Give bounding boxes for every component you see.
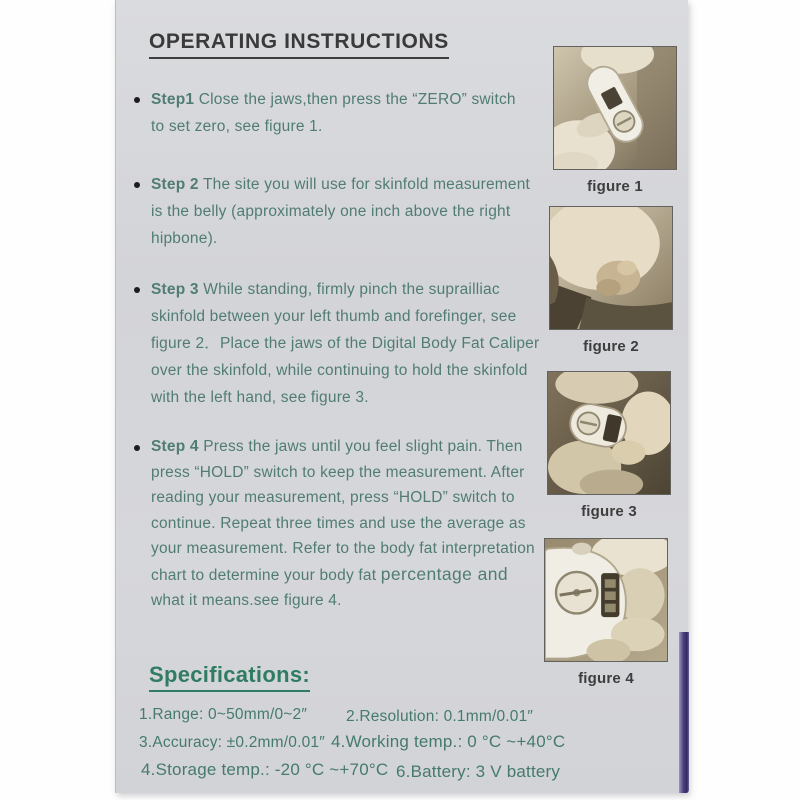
spec-storage-temp: 4.Storage temp.: -20 °C ~+70°C (141, 760, 389, 779)
step-3-label: Step 3 (151, 281, 199, 298)
step-2 (151, 171, 530, 252)
figure-1-photo-caliper-in-hand (553, 46, 677, 170)
step-3-line: over the skinfold, while continuing to hold the skinfold (151, 362, 528, 379)
figure-1-caption: figure 1 (587, 178, 643, 195)
step-4-line (151, 434, 535, 460)
manual-page (115, 0, 688, 793)
step-4-line (151, 562, 535, 589)
step-4-text: chart to determine your body fat (151, 566, 381, 584)
step-1-line (151, 86, 516, 113)
spec-battery: 6.Battery: 3 V battery (396, 762, 561, 781)
bullet-icon (134, 445, 140, 451)
step-4-line: continue. Repeat three times and use the average as (151, 514, 526, 532)
purple-binding-edge (679, 632, 689, 793)
page-title: OPERATING INSTRUCTIONS (149, 30, 449, 59)
figure-4-caption: figure 4 (578, 670, 634, 687)
bullet-icon (134, 182, 140, 188)
step-4-line: reading your measurement, press “HOLD” switch to (151, 489, 515, 506)
step-2-text: The site you will use for skinfold measurement (202, 176, 531, 193)
step-2-line: hipbone). (151, 230, 218, 247)
figure-3-caption: figure 3 (581, 503, 637, 520)
step-3 (151, 276, 539, 411)
step-4-label: Step 4 (151, 438, 199, 455)
bullet-icon (134, 287, 140, 293)
step-3-line: figure 2．Place the jaws of the Digital Body Fat Caliper (151, 335, 540, 352)
step-3-line: skinfold between your left thumb and forefinger, see (151, 308, 517, 325)
step-3-line (151, 276, 539, 303)
figure-4-photo-caliper-display-closeup (544, 538, 668, 662)
step-3-text: While standing, firmly pinch the suprailliac (203, 281, 500, 298)
figure-2 (549, 206, 673, 355)
spec-range: 1.Range: 0~50mm/0~2″ (139, 706, 308, 723)
step-2-line: is the belly (approximately one inch above the right (151, 203, 511, 220)
bullet-icon (134, 97, 140, 103)
spec-working-temp: 4.Working temp.: 0 °C ~+40°C (331, 732, 566, 751)
step-2-label: Step 2 (151, 176, 199, 193)
figure-3 (547, 371, 671, 520)
specifications-title: Specifications: (149, 662, 310, 692)
step-4-line: press “HOLD” switch to keep the measurement. After (151, 463, 525, 481)
step-4 (151, 434, 535, 614)
figure-2-photo-skinfold-pinch (549, 206, 673, 330)
step-4-line: your measurement. Refer to the body fat interpretation (151, 540, 535, 557)
spec-accuracy: 3.Accuracy: ±0.2mm/0.01″ (139, 734, 325, 751)
figure-4 (544, 538, 668, 687)
spec-resolution: 2.Resolution: 0.1mm/0.01″ (346, 708, 534, 725)
step-1-line: to set zero, see figure 1. (151, 118, 323, 135)
figure-2-caption: figure 2 (583, 338, 639, 355)
step-2-line (151, 171, 530, 198)
step-3-line: with the left hand, see figure 3. (151, 389, 369, 406)
step-1-text: Close the jaws,then press the “ZERO” switch (198, 91, 516, 108)
figure-3-photo-caliper-on-skinfold (547, 371, 671, 495)
step-1 (151, 86, 516, 140)
step-4-text: Press the jaws until you feel slight pain. Then (203, 438, 523, 455)
step-1-label: Step1 (151, 91, 195, 108)
step-4-line: what it means.see figure 4. (151, 592, 342, 609)
figure-1 (553, 46, 677, 195)
step-4-text-large: percentage and (380, 563, 508, 584)
